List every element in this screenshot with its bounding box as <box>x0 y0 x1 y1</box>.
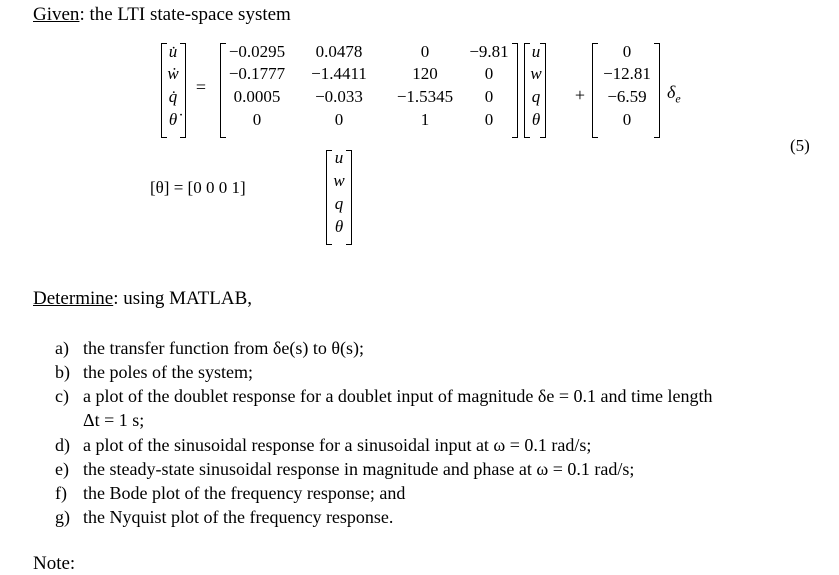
a-matrix-cell: −1.4411 <box>311 64 367 83</box>
a-matrix-cell: 120 <box>412 64 438 83</box>
list-item: g) the Nyquist plot of the frequency response. <box>55 507 394 527</box>
equals-sign: = <box>195 77 207 97</box>
state-variable: θ <box>531 110 541 129</box>
plus-sign: + <box>574 85 586 105</box>
determine-label: Determine <box>33 288 114 309</box>
a-matrix-cell: 0 <box>484 110 494 129</box>
list-item: f) the Bode plot of the frequency response; and <box>55 483 406 503</box>
b-matrix-cell: −12.81 <box>603 64 651 83</box>
a-matrix-cell: 0 <box>484 64 494 83</box>
b-matrix-cell: 0 <box>622 42 632 61</box>
list-item: d) a plot of the sinusoidal response for a sinusoidal input at ω = 0.1 rad/s; <box>55 435 592 455</box>
state-variable: q <box>531 87 541 106</box>
b-matrix-cell: −6.59 <box>607 87 647 106</box>
input-symbol: $\delta_e$ <box>667 82 681 106</box>
a-matrix-cell: −0.0295 <box>228 42 286 61</box>
list-item: b) the poles of the system; <box>55 362 253 382</box>
a-matrix-cell: 0.0005 <box>233 87 281 106</box>
determine-text: : using MATLAB, <box>113 288 253 309</box>
a-matrix-cell: −0.1777 <box>228 64 286 83</box>
a-matrix-cell: 0.0478 <box>315 42 363 61</box>
output-state-variable: θ <box>334 217 344 236</box>
given-label: Given <box>33 4 80 25</box>
state-derivative-0: u̇ <box>168 42 178 61</box>
list-item: c) a plot of the doublet response for a doublet input of magnitude δe = 0.1 and time length <box>55 386 713 406</box>
a-matrix-cell: −1.5345 <box>396 87 454 106</box>
given-heading <box>33 4 291 26</box>
a-matrix-cell: 0 <box>420 42 430 61</box>
state-variable: u <box>531 42 541 61</box>
determine-heading <box>33 288 252 310</box>
b-matrix-cell: 0 <box>622 110 632 129</box>
given-text: : the LTI state-space system <box>79 4 291 25</box>
a-matrix-cell: −0.033 <box>315 87 363 106</box>
list-item: e) the steady-state sinusoidal response in magnitude and phase at ω = 0.1 rad/s; <box>55 459 635 479</box>
output-state-variable: u <box>334 148 344 167</box>
state-variable: w <box>530 64 542 83</box>
state-derivative-2: q̇ <box>168 87 178 106</box>
state-derivative-1: ẇ <box>167 64 179 83</box>
state-derivative-3: θ̇ <box>168 110 178 129</box>
a-matrix-cell: 1 <box>420 110 430 129</box>
a-matrix-cell: 0 <box>484 87 494 106</box>
a-matrix-cell: 0 <box>252 110 262 129</box>
a-matrix-cell: −9.81 <box>469 42 509 61</box>
list-item: a) the transfer function from δe(s) to θ(s); <box>55 338 365 358</box>
output-state-variable: q <box>334 194 344 213</box>
output-lhs: [θ] = [0 0 0 1] <box>150 178 246 197</box>
note-label: Note: <box>33 553 76 574</box>
output-state-variable: w <box>333 171 345 190</box>
equation-number: (5) <box>790 136 810 155</box>
list-item: Δt = 1 s; <box>83 410 145 430</box>
a-matrix-cell: 0 <box>334 110 344 129</box>
